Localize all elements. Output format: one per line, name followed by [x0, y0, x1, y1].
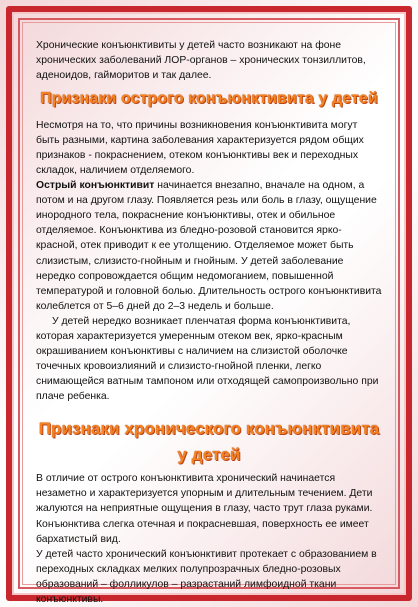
- acute-term-bold: Острый конъюнктивит: [36, 180, 155, 192]
- acute-paragraph-3: У детей нередко возникает пленчатая форма конъюнктивита, которая характеризуется умеренным отеком век, ярко-красным окрашиванием конъюнктивы с наличием на слизистой оболочке точечных кровоизлияний и слизисто-гнойной пленки, легко снимающейся ватным тампоном или отходящей самопроизвольно при плаче ребенка.: [36, 315, 379, 403]
- acute-paragraph-2-text: начинается внезапно, вначале на одном, а потом и на другом глазу. Появляется резь или боль в глазу, ощущение инородного тела, покраснение конъюнктивы, отек и обильное отделяемое. Конъюнктива из бледно-розовой становится ярко-красной, отек приводит к ее утолщению. Отделяемое может быть слизистым, слизисто-гнойным и гнойным. У детей заболевание нередко сопровождается общим недомоганием, повышенной температурой и головной болью. Длительность острого конъюнктивита колеблется от 5–6 дней до 2–3 недель и больше.: [36, 180, 382, 312]
- chronic-paragraph-2: У детей часто хронический конъюнктивит протекает с образованием в переходных складках мелких полупрозрачных бледно-розовых образований – фолликулов – разрастаний лимфоидной ткани конъюнктивы.: [36, 548, 377, 605]
- acute-heading: Признаки острого конъюнктивита у детей: [40, 90, 378, 108]
- intro-paragraph: Хронические конъюнктивиты у детей часто возникают на фоне хронических заболеваний ЛОР-органов – хронических тонзиллитов, аденоидов, гайморитов и так далее.: [36, 40, 366, 82]
- document-content: [36, 38, 382, 607]
- chronic-heading: Признаки хронического конъюнктивита у детей: [38, 419, 380, 464]
- chronic-paragraph-1: В отличие от острого конъюнктивита хронический начинается незаметно и характеризуется упорным и длительным течением. Дети жалуются на неприятные ощущения в глазу, часто трут глаза руками. Конъюнктива слегка отечная и покрасневшая, поверхность ее имеет бархатистый вид.: [36, 473, 373, 545]
- acute-paragraph-1: Несмотря на то, что причины возникновения конъюнктивита могут быть разными, картина заболевания характеризуется рядом общих признаков - покраснением, отеком конъюнктивы век и переходных складок, наличием отделяемого.: [36, 119, 364, 177]
- acute-paragraph-2: [36, 178, 382, 314]
